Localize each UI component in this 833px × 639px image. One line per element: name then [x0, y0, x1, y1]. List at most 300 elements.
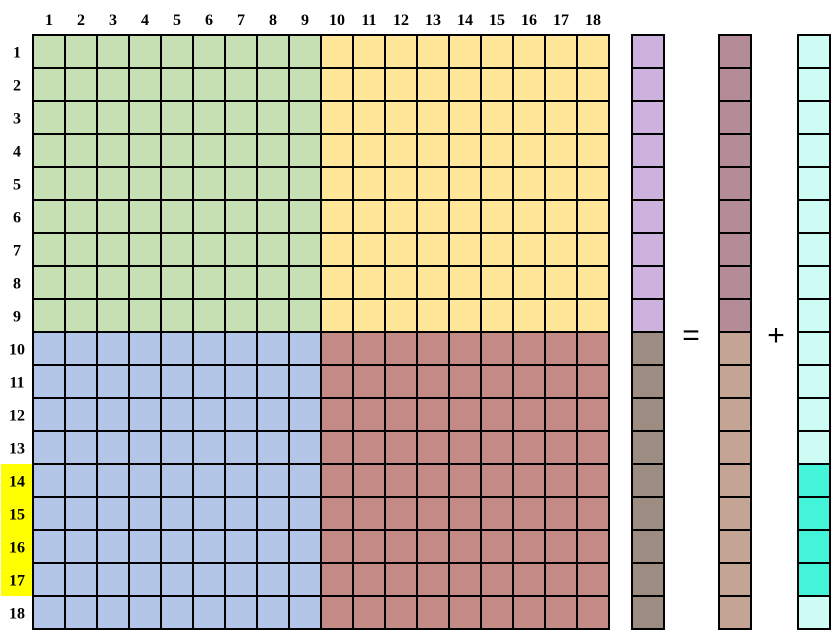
vector-result-cell	[719, 68, 751, 101]
matrix-cell-top-left	[161, 233, 193, 266]
matrix-cell-top-right	[353, 167, 385, 200]
vector-result-cell	[719, 35, 751, 68]
vector-x-cell	[632, 398, 664, 431]
matrix-cell-bottom-left	[257, 398, 289, 431]
matrix-cell-top-left	[257, 200, 289, 233]
matrix-cell-top-right	[513, 35, 545, 68]
matrix-cell-top-right	[417, 266, 449, 299]
vector-extra-cell	[798, 332, 830, 365]
row-label: 6	[13, 209, 21, 227]
matrix-cell-top-right	[577, 233, 609, 266]
matrix-cell-top-left	[225, 35, 257, 68]
matrix-cell-bottom-right	[385, 431, 417, 464]
matrix-cell-bottom-right	[385, 530, 417, 563]
matrix-cell-bottom-left	[193, 464, 225, 497]
matrix-cell-bottom-right	[513, 596, 545, 629]
matrix-cell-bottom-left	[33, 497, 65, 530]
matrix-cell-top-left	[97, 167, 129, 200]
matrix-cell-top-right	[385, 200, 417, 233]
vector-extra-cell	[798, 68, 830, 101]
matrix-cell-top-right	[353, 134, 385, 167]
matrix-cell-top-left	[225, 299, 257, 332]
matrix-cell-top-right	[545, 101, 577, 134]
matrix-cell-top-left	[65, 134, 97, 167]
vector-extra-cell	[798, 200, 830, 233]
matrix-cell-bottom-left	[193, 563, 225, 596]
matrix-cell-top-right	[513, 233, 545, 266]
vector-result-cell	[719, 134, 751, 167]
matrix-cell-bottom-right	[417, 530, 449, 563]
matrix-cell-bottom-right	[513, 464, 545, 497]
matrix-cell-top-left	[289, 200, 321, 233]
vector-extra-cell	[798, 167, 830, 200]
matrix-cell-top-right	[385, 167, 417, 200]
matrix-cell-top-left	[161, 167, 193, 200]
matrix-cell-top-left	[289, 35, 321, 68]
column-label: 4	[141, 12, 149, 29]
vector-extra	[798, 35, 830, 629]
vector-result-cell	[719, 365, 751, 398]
matrix-cell-bottom-right	[449, 398, 481, 431]
row-label: 5	[13, 176, 21, 194]
matrix-cell-bottom-left	[289, 398, 321, 431]
matrix-cell-top-left	[193, 35, 225, 68]
matrix-cell-bottom-right	[577, 365, 609, 398]
matrix-cell-top-left	[257, 266, 289, 299]
matrix-cell-bottom-left	[33, 332, 65, 365]
matrix-cell-bottom-right	[321, 398, 353, 431]
matrix-cell-top-left	[193, 233, 225, 266]
matrix-cell-bottom-left	[129, 596, 161, 629]
row-label: 17	[9, 572, 25, 590]
matrix-cell-bottom-right	[417, 431, 449, 464]
matrix-cell-top-right	[449, 299, 481, 332]
matrix-cell-top-right	[385, 266, 417, 299]
matrix-cell-top-left	[257, 134, 289, 167]
matrix-cell-top-left	[97, 101, 129, 134]
vector-result-cell	[719, 200, 751, 233]
matrix-cell-bottom-right	[353, 365, 385, 398]
matrix-cell-bottom-left	[193, 596, 225, 629]
matrix-cell-top-left	[257, 68, 289, 101]
column-label: 6	[205, 12, 213, 29]
matrix-cell-top-right	[385, 68, 417, 101]
matrix-cell-top-left	[257, 35, 289, 68]
matrix-cell-bottom-left	[161, 530, 193, 563]
matrix-cell-bottom-left	[225, 464, 257, 497]
matrix-cell-top-right	[481, 299, 513, 332]
matrix-cell-bottom-right	[545, 596, 577, 629]
matrix-cell-top-left	[97, 200, 129, 233]
matrix-cell-top-left	[161, 68, 193, 101]
row-label: 1	[13, 44, 21, 62]
matrix-cell-bottom-left	[289, 365, 321, 398]
matrix-cell-bottom-right	[513, 332, 545, 365]
matrix-cell-bottom-left	[65, 398, 97, 431]
matrix-cell-top-right	[321, 134, 353, 167]
matrix-cell-bottom-left	[289, 497, 321, 530]
matrix-cell-top-right	[577, 134, 609, 167]
matrix-cell-bottom-left	[97, 563, 129, 596]
matrix-cell-bottom-right	[577, 596, 609, 629]
matrix-cell-top-left	[65, 266, 97, 299]
matrix-cell-top-left	[289, 68, 321, 101]
matrix-cell-top-right	[385, 299, 417, 332]
matrix-cell-top-left	[129, 200, 161, 233]
matrix-cell-top-left	[129, 233, 161, 266]
matrix-cell-top-left	[289, 134, 321, 167]
matrix-cell-bottom-left	[33, 596, 65, 629]
matrix-cell-bottom-right	[449, 596, 481, 629]
vector-result-cell	[719, 266, 751, 299]
matrix-cell-bottom-left	[289, 464, 321, 497]
matrix-cell-bottom-right	[577, 398, 609, 431]
column-label: 2	[77, 12, 85, 29]
matrix-cell-bottom-left	[225, 431, 257, 464]
vector-x	[632, 35, 664, 629]
matrix-cell-top-left	[225, 68, 257, 101]
matrix-cell-bottom-left	[129, 464, 161, 497]
matrix-cell-bottom-left	[161, 464, 193, 497]
vector-extra-cell	[798, 431, 830, 464]
matrix-cell-top-right	[417, 134, 449, 167]
matrix-cell-top-right	[545, 35, 577, 68]
matrix-cell-bottom-left	[33, 398, 65, 431]
matrix-cell-top-right	[353, 35, 385, 68]
matrix-cell-top-right	[577, 101, 609, 134]
matrix-cell-bottom-right	[577, 530, 609, 563]
column-label: 17	[553, 12, 569, 29]
matrix-cell-bottom-right	[481, 332, 513, 365]
matrix-cell-top-left	[225, 101, 257, 134]
matrix-cell-bottom-right	[417, 365, 449, 398]
matrix-cell-bottom-right	[481, 563, 513, 596]
column-label: 5	[173, 12, 181, 29]
matrix-cell-bottom-left	[97, 497, 129, 530]
matrix-cell-top-right	[449, 233, 481, 266]
matrix-cell-bottom-right	[545, 332, 577, 365]
matrix-cell-bottom-right	[353, 563, 385, 596]
vector-extra-cell	[798, 233, 830, 266]
matrix-cell-bottom-right	[545, 563, 577, 596]
matrix-cell-bottom-right	[545, 398, 577, 431]
block-matrix	[33, 35, 609, 629]
matrix-cell-bottom-left	[65, 365, 97, 398]
matrix-cell-top-right	[481, 68, 513, 101]
matrix-cell-top-left	[225, 266, 257, 299]
matrix-cell-top-right	[577, 200, 609, 233]
matrix-cell-top-right	[577, 167, 609, 200]
matrix-cell-bottom-left	[65, 497, 97, 530]
column-label: 12	[393, 12, 409, 29]
matrix-cell-bottom-right	[449, 332, 481, 365]
vector-x-cell	[632, 365, 664, 398]
matrix-cell-bottom-right	[449, 563, 481, 596]
matrix-cell-top-left	[97, 266, 129, 299]
matrix-cell-bottom-right	[577, 497, 609, 530]
matrix-cell-bottom-left	[33, 464, 65, 497]
matrix-cell-top-left	[257, 233, 289, 266]
matrix-cell-bottom-right	[385, 332, 417, 365]
matrix-cell-top-right	[321, 233, 353, 266]
matrix-cell-top-left	[289, 299, 321, 332]
vector-extra-cell	[798, 134, 830, 167]
matrix-cell-bottom-right	[449, 365, 481, 398]
matrix-cell-top-left	[33, 68, 65, 101]
vector-result-cell	[719, 332, 751, 365]
matrix-cell-top-right	[353, 233, 385, 266]
matrix-cell-top-right	[449, 266, 481, 299]
column-label: 9	[301, 12, 309, 29]
matrix-cell-top-right	[417, 167, 449, 200]
vector-x-cell	[632, 233, 664, 266]
matrix-cell-top-left	[161, 35, 193, 68]
matrix-cell-top-left	[33, 35, 65, 68]
matrix-cell-top-left	[129, 101, 161, 134]
matrix-cell-bottom-left	[161, 497, 193, 530]
matrix-cell-top-left	[289, 233, 321, 266]
column-label: 11	[361, 12, 377, 29]
vector-extra-cell	[798, 365, 830, 398]
matrix-cell-bottom-left	[33, 365, 65, 398]
matrix-cell-top-left	[225, 233, 257, 266]
matrix-cell-top-right	[481, 266, 513, 299]
matrix-cell-bottom-left	[257, 596, 289, 629]
matrix-cell-bottom-left	[129, 530, 161, 563]
vector-x-cell	[632, 464, 664, 497]
vector-extra-cell	[798, 596, 830, 629]
matrix-cell-bottom-right	[481, 530, 513, 563]
matrix-cell-top-left	[193, 101, 225, 134]
vector-x-cell	[632, 497, 664, 530]
matrix-cell-bottom-right	[513, 563, 545, 596]
matrix-cell-top-left	[33, 101, 65, 134]
matrix-cell-bottom-left	[129, 431, 161, 464]
matrix-cell-bottom-right	[449, 497, 481, 530]
matrix-cell-top-left	[129, 134, 161, 167]
matrix-cell-top-left	[129, 35, 161, 68]
matrix-cell-top-left	[289, 101, 321, 134]
matrix-cell-bottom-left	[225, 596, 257, 629]
vector-x-cell	[632, 596, 664, 629]
matrix-cell-bottom-right	[385, 365, 417, 398]
matrix-cell-bottom-right	[353, 398, 385, 431]
matrix-cell-top-right	[417, 68, 449, 101]
matrix-cell-top-right	[481, 35, 513, 68]
matrix-cell-bottom-right	[353, 497, 385, 530]
matrix-cell-bottom-right	[321, 365, 353, 398]
matrix-cell-bottom-right	[481, 464, 513, 497]
matrix-cell-bottom-right	[353, 332, 385, 365]
matrix-cell-bottom-left	[289, 530, 321, 563]
matrix-cell-top-left	[225, 200, 257, 233]
matrix-cell-top-right	[321, 101, 353, 134]
matrix-cell-bottom-left	[97, 398, 129, 431]
column-label: 7	[237, 12, 245, 29]
vector-extra-cell	[798, 299, 830, 332]
vector-result-cell	[719, 563, 751, 596]
column-label: 15	[489, 12, 505, 29]
matrix-cell-top-left	[65, 68, 97, 101]
row-label: 12	[9, 407, 25, 425]
matrix-cell-bottom-right	[545, 431, 577, 464]
matrix-cell-top-right	[417, 200, 449, 233]
matrix-cell-bottom-left	[225, 497, 257, 530]
vector-result	[719, 35, 751, 629]
row-label: 10	[9, 341, 25, 359]
matrix-cell-bottom-left	[65, 596, 97, 629]
row-label: 18	[9, 605, 25, 623]
matrix-cell-top-right	[385, 101, 417, 134]
matrix-cell-top-right	[545, 68, 577, 101]
row-label: 9	[13, 308, 21, 326]
matrix-cell-bottom-right	[513, 365, 545, 398]
matrix-cell-bottom-right	[385, 596, 417, 629]
matrix-cell-top-right	[321, 299, 353, 332]
matrix-cell-top-right	[417, 299, 449, 332]
matrix-cell-bottom-right	[321, 464, 353, 497]
matrix-cell-top-right	[545, 134, 577, 167]
matrix-cell-top-left	[97, 134, 129, 167]
matrix-cell-bottom-right	[353, 596, 385, 629]
matrix-cell-bottom-right	[577, 431, 609, 464]
matrix-cell-top-left	[257, 167, 289, 200]
matrix-cell-bottom-right	[449, 530, 481, 563]
matrix-cell-top-right	[353, 200, 385, 233]
matrix-cell-bottom-left	[161, 365, 193, 398]
matrix-cell-bottom-left	[129, 365, 161, 398]
matrix-cell-bottom-right	[353, 431, 385, 464]
matrix-cell-top-right	[417, 233, 449, 266]
matrix-cell-bottom-right	[321, 497, 353, 530]
vector-extra-cell	[798, 266, 830, 299]
matrix-cell-bottom-right	[417, 563, 449, 596]
matrix-cell-top-left	[97, 233, 129, 266]
matrix-cell-bottom-left	[33, 530, 65, 563]
matrix-cell-bottom-left	[193, 332, 225, 365]
matrix-cell-bottom-right	[321, 563, 353, 596]
matrix-cell-top-right	[449, 101, 481, 134]
vector-result-cell	[719, 101, 751, 134]
matrix-cell-bottom-right	[417, 398, 449, 431]
vector-extra-cell	[798, 464, 830, 497]
matrix-cell-top-left	[33, 200, 65, 233]
matrix-cell-bottom-left	[129, 497, 161, 530]
matrix-cell-top-left	[225, 167, 257, 200]
equals-sign: =	[682, 319, 700, 352]
matrix-cell-top-right	[449, 167, 481, 200]
column-label: 8	[269, 12, 277, 29]
matrix-cell-bottom-left	[65, 332, 97, 365]
row-label: 14	[9, 473, 25, 491]
matrix-cell-bottom-right	[321, 596, 353, 629]
column-label: 10	[329, 12, 345, 29]
vector-x-cell	[632, 332, 664, 365]
matrix-cell-bottom-right	[417, 464, 449, 497]
row-label: 16	[9, 539, 25, 557]
matrix-cell-top-right	[321, 167, 353, 200]
matrix-cell-top-right	[353, 299, 385, 332]
matrix-cell-top-right	[513, 266, 545, 299]
matrix-cell-bottom-right	[481, 398, 513, 431]
matrix-cell-bottom-right	[577, 464, 609, 497]
matrix-cell-bottom-left	[97, 530, 129, 563]
vector-x-cell	[632, 431, 664, 464]
matrix-cell-bottom-left	[257, 497, 289, 530]
matrix-cell-bottom-right	[385, 497, 417, 530]
row-label: 4	[13, 143, 21, 161]
matrix-cell-top-left	[289, 266, 321, 299]
matrix-cell-top-right	[545, 233, 577, 266]
vector-result-cell	[719, 233, 751, 266]
matrix-cell-bottom-right	[577, 332, 609, 365]
matrix-cell-top-left	[193, 200, 225, 233]
matrix-cell-bottom-left	[161, 431, 193, 464]
matrix-cell-bottom-right	[513, 431, 545, 464]
matrix-cell-bottom-left	[65, 464, 97, 497]
matrix-cell-bottom-right	[513, 398, 545, 431]
matrix-cell-top-left	[161, 299, 193, 332]
matrix-cell-bottom-left	[97, 332, 129, 365]
matrix-cell-bottom-left	[289, 596, 321, 629]
matrix-cell-top-right	[481, 134, 513, 167]
matrix-cell-bottom-left	[225, 332, 257, 365]
vector-x-cell	[632, 200, 664, 233]
matrix-cell-bottom-left	[161, 596, 193, 629]
matrix-cell-top-left	[161, 266, 193, 299]
matrix-cell-bottom-right	[321, 332, 353, 365]
row-labels	[1, 45, 33, 623]
row-label: 3	[13, 110, 21, 128]
vector-result-cell	[719, 299, 751, 332]
row-label: 2	[13, 77, 21, 95]
matrix-cell-bottom-left	[65, 431, 97, 464]
matrix-cell-bottom-left	[225, 365, 257, 398]
vector-x-cell	[632, 530, 664, 563]
matrix-cell-bottom-right	[417, 497, 449, 530]
matrix-cell-top-right	[545, 200, 577, 233]
matrix-cell-top-left	[193, 266, 225, 299]
matrix-cell-bottom-left	[129, 563, 161, 596]
matrix-cell-top-right	[385, 233, 417, 266]
vector-extra-cell	[798, 563, 830, 596]
matrix-cell-top-right	[353, 101, 385, 134]
matrix-cell-top-right	[513, 167, 545, 200]
matrix-cell-bottom-left	[193, 398, 225, 431]
matrix-cell-bottom-left	[257, 332, 289, 365]
matrix-cell-bottom-left	[257, 464, 289, 497]
matrix-cell-bottom-right	[481, 497, 513, 530]
row-label: 7	[13, 242, 21, 260]
matrix-cell-top-right	[513, 101, 545, 134]
matrix-cell-bottom-left	[257, 431, 289, 464]
matrix-cell-top-right	[321, 200, 353, 233]
matrix-cell-top-left	[97, 299, 129, 332]
matrix-cell-top-right	[321, 266, 353, 299]
matrix-cell-top-left	[289, 167, 321, 200]
matrix-cell-top-left	[129, 266, 161, 299]
matrix-cell-bottom-left	[161, 563, 193, 596]
matrix-cell-top-left	[97, 68, 129, 101]
matrix-cell-bottom-left	[257, 563, 289, 596]
matrix-cell-top-right	[545, 167, 577, 200]
matrix-cell-bottom-right	[321, 530, 353, 563]
vector-extra-cell	[798, 35, 830, 68]
matrix-cell-bottom-right	[385, 464, 417, 497]
column-label: 16	[521, 12, 537, 29]
vector-result-cell	[719, 464, 751, 497]
vector-result-cell	[719, 497, 751, 530]
